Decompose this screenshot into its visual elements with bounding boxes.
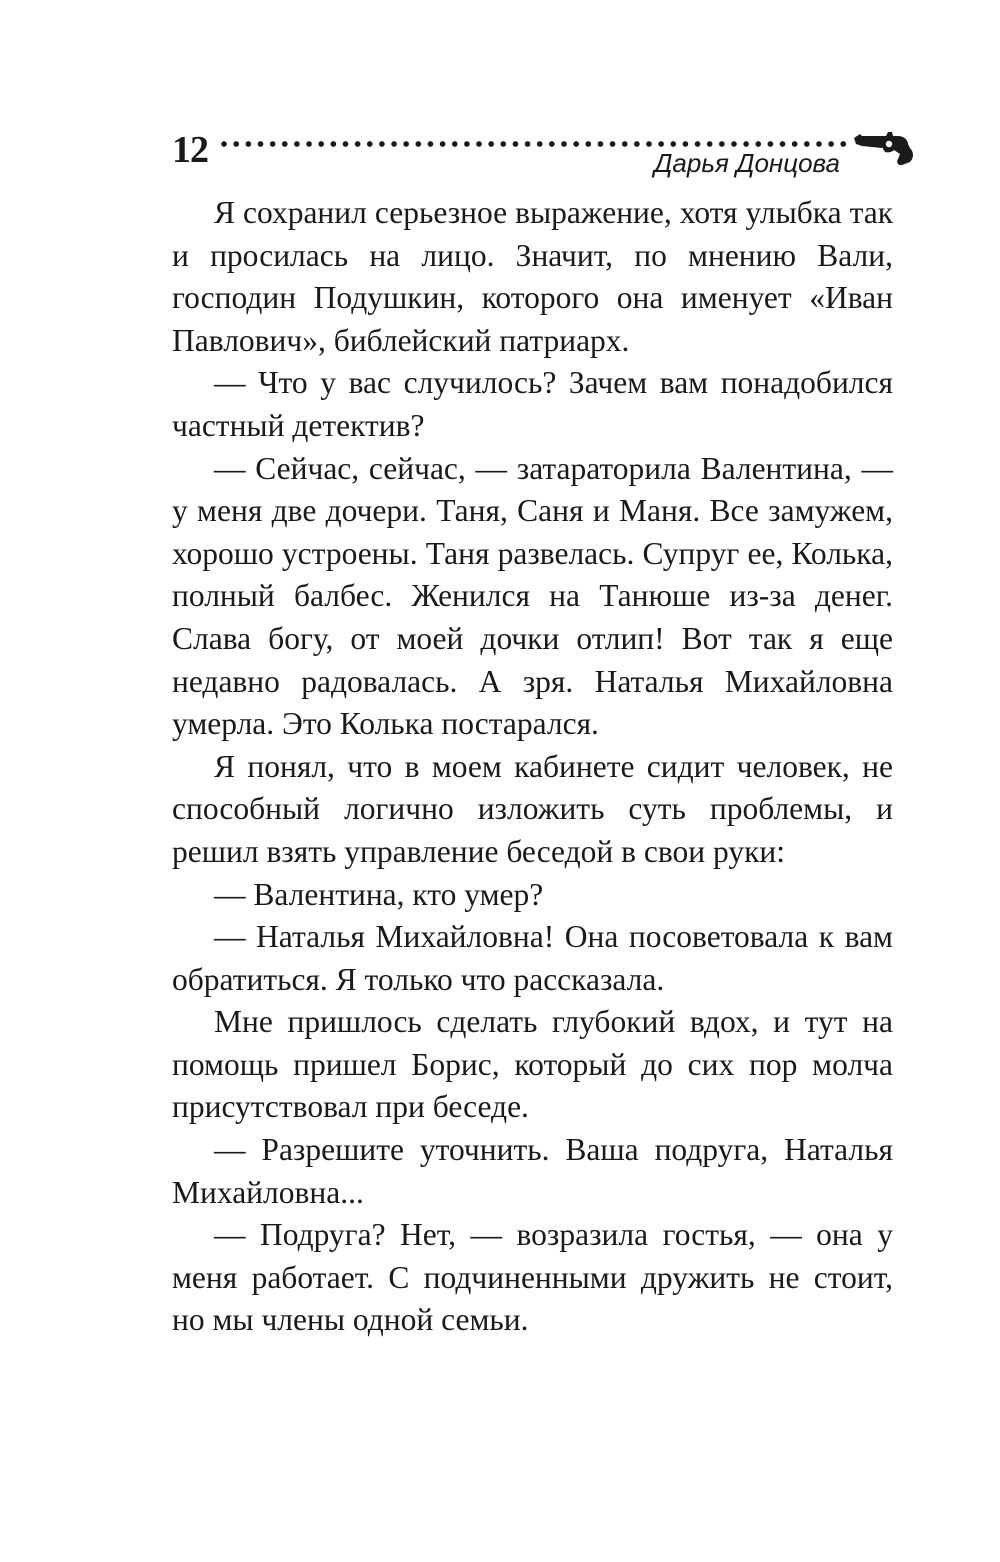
paragraph: Мне пришлось сделать глубокий вдох, и тут на помощь пришел Борис, который до сих пор молча присутствовал при беседе. xyxy=(172,1004,893,1125)
paragraph: — Разрешите уточнить. Ваша подруга, Наталья Михайловна... xyxy=(172,1132,893,1210)
paragraph: — Валентина, кто умер? xyxy=(214,876,544,912)
paragraph: Я понял, что в моем кабинете сидит человек, не способный логично изложить суть проблемы, и решил взять управление беседой в свои руки: xyxy=(172,748,893,869)
paragraph: — Подруга? Нет, — возразила гостья, — она у меня работает. С подчиненными дружить не стоит, но мы члены одной семьи. xyxy=(172,1217,893,1338)
paragraph: — Наталья Михайловна! Она посоветовала к вам обратиться. Я только что рассказала. xyxy=(172,919,893,997)
paragraph: — Сейчас, сейчас, — затараторила Валентина, — у меня две дочери. Таня, Саня и Маня. Все замужем, хорошо устроены. Таня развелась. Супруг ее, Колька, полный балбес. Женился на Танюше из-за денег. Слава богу, от моей дочки отлип! Вот так я еще недавно радовалась. А зря. Наталья Михайловна умерла. Это Колька постарался. xyxy=(172,450,893,742)
text-body xyxy=(172,192,893,1342)
header-dotted-rule xyxy=(218,140,850,148)
running-head-author: Дарья Донцова xyxy=(654,148,840,178)
paragraph: Я сохранил серьезное выражение, хотя улыбка так и просилась на лицо. Значит, по мнению Вали, господин Подушкин, которого она именует «Иван Павлович», библейский патриарх. xyxy=(172,195,893,358)
paragraph: — Что у вас случилось? Зачем вам понадобился частный детектив? xyxy=(172,365,893,443)
page-number: 12 xyxy=(172,129,208,171)
revolver-icon xyxy=(852,128,916,168)
